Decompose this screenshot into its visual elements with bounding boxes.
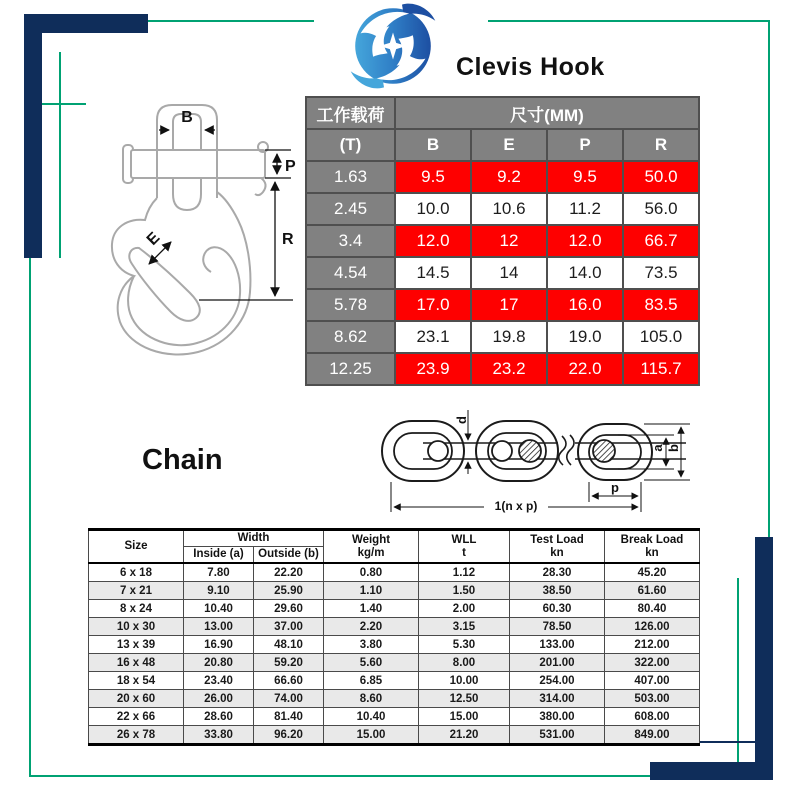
hook-dim-cell: 105.0	[623, 321, 699, 353]
chain-dim-label-total: 1(n x p)	[494, 499, 538, 513]
chain-size-cell: 6 x 18	[89, 563, 184, 582]
chain-value-cell: 12.50	[419, 690, 510, 708]
chain-value-cell: 608.00	[605, 708, 700, 726]
hook-table-row	[306, 193, 699, 225]
brand-swirl-logo	[348, 1, 438, 91]
chain-col-breakload-line2: kn	[645, 546, 659, 559]
chain-value-cell: 78.50	[510, 618, 605, 636]
chain-value-cell: 48.10	[254, 636, 324, 654]
chain-value-cell: 8.00	[419, 654, 510, 672]
chain-value-cell: 23.40	[184, 672, 254, 690]
clevis-hook-title: Clevis Hook	[456, 53, 605, 81]
hook-table-row	[306, 225, 699, 257]
hook-dim-cell: 16.0	[547, 289, 623, 321]
hook-col-r: R	[623, 129, 699, 161]
chain-value-cell: 37.00	[254, 618, 324, 636]
hook-dim-cell: 9.2	[471, 161, 547, 193]
chain-value-cell: 212.00	[605, 636, 700, 654]
hook-load-cell: 5.78	[306, 289, 395, 321]
chain-value-cell: 60.30	[510, 600, 605, 618]
chain-table-row	[89, 636, 700, 654]
chain-diagram-svg	[378, 402, 690, 516]
chain-table-row	[89, 563, 700, 582]
hook-col-p: P	[547, 129, 623, 161]
chain-value-cell: 1.40	[324, 600, 419, 618]
chain-size-cell: 13 x 39	[89, 636, 184, 654]
chain-size-cell: 7 x 21	[89, 582, 184, 600]
chain-spec-table-wrap	[88, 528, 700, 746]
hook-dim-cell: 11.2	[547, 193, 623, 225]
hook-dim-cell: 50.0	[623, 161, 699, 193]
chain-value-cell: 80.40	[605, 600, 700, 618]
chain-col-breakload	[605, 530, 700, 564]
chain-value-cell: 29.60	[254, 600, 324, 618]
chain-table-row	[89, 654, 700, 672]
chain-table-row	[89, 708, 700, 726]
chain-value-cell: 1.10	[324, 582, 419, 600]
chain-value-cell: 9.10	[184, 582, 254, 600]
hook-dim-cell: 14	[471, 257, 547, 289]
hook-dim-cell: 14.0	[547, 257, 623, 289]
chain-value-cell: 133.00	[510, 636, 605, 654]
chain-value-cell: 254.00	[510, 672, 605, 690]
chain-header-row-1	[89, 530, 700, 547]
chain-value-cell: 33.80	[184, 726, 254, 745]
chain-title: Chain	[142, 444, 223, 476]
chain-value-cell: 28.60	[184, 708, 254, 726]
frame-tick-topleft-vertical	[59, 52, 61, 258]
hook-diagram-svg	[103, 100, 303, 362]
chain-col-wll	[419, 530, 510, 564]
chain-value-cell: 10.40	[324, 708, 419, 726]
hook-table-row	[306, 161, 699, 193]
chain-value-cell: 16.90	[184, 636, 254, 654]
chain-diagram	[378, 402, 690, 521]
chain-size-cell: 20 x 60	[89, 690, 184, 708]
chain-table-row	[89, 672, 700, 690]
chain-col-weight-line1: Weight	[351, 533, 391, 546]
chain-value-cell: 503.00	[605, 690, 700, 708]
chain-table-row	[89, 582, 700, 600]
hook-dim-cell: 19.0	[547, 321, 623, 353]
hook-dim-cell: 12	[471, 225, 547, 257]
chain-value-cell: 21.20	[419, 726, 510, 745]
chain-value-cell: 3.80	[324, 636, 419, 654]
chain-size-cell: 26 x 78	[89, 726, 184, 745]
chain-value-cell: 3.15	[419, 618, 510, 636]
hook-load-cell: 12.25	[306, 353, 395, 385]
chain-value-cell: 61.60	[605, 582, 700, 600]
hook-table-row	[306, 257, 699, 289]
chain-size-cell: 18 x 54	[89, 672, 184, 690]
hook-table-row	[306, 353, 699, 385]
hook-dim-cell: 66.7	[623, 225, 699, 257]
hook-dim-cell: 9.5	[547, 161, 623, 193]
chain-col-inside: Inside (a)	[184, 547, 254, 564]
chain-table-body	[89, 563, 700, 745]
chain-value-cell: 38.50	[510, 582, 605, 600]
chain-value-cell: 849.00	[605, 726, 700, 745]
hook-load-cell: 3.4	[306, 225, 395, 257]
chain-value-cell: 1.50	[419, 582, 510, 600]
chain-value-cell: 22.20	[254, 563, 324, 582]
chain-dim-label-b: b	[666, 444, 681, 452]
hook-dim-cell: 22.0	[547, 353, 623, 385]
chain-value-cell: 81.40	[254, 708, 324, 726]
chain-value-cell: 6.85	[324, 672, 419, 690]
chain-value-cell: 13.00	[184, 618, 254, 636]
frame-corner-bottomright-vertical	[755, 537, 773, 780]
hook-table-row	[306, 321, 699, 353]
hook-spec-table-wrap	[305, 96, 700, 386]
frame-corner-topleft-horizontal	[24, 14, 148, 33]
chain-value-cell: 45.20	[605, 563, 700, 582]
chain-col-size: Size	[89, 530, 184, 564]
chain-col-testload-line2: kn	[550, 546, 564, 559]
hook-dim-cell: 56.0	[623, 193, 699, 225]
hook-dim-label-p: P	[285, 158, 296, 175]
frame-line-right	[768, 20, 770, 540]
chain-col-weight	[324, 530, 419, 564]
chain-value-cell: 7.80	[184, 563, 254, 582]
chain-size-cell: 22 x 66	[89, 708, 184, 726]
chain-size-cell: 8 x 24	[89, 600, 184, 618]
hook-dim-cell: 83.5	[623, 289, 699, 321]
chain-col-testload	[510, 530, 605, 564]
chain-col-weight-line2: kg/m	[357, 546, 385, 559]
hook-dim-label-b: B	[181, 109, 193, 126]
hook-col-load-title: 工作载荷	[306, 97, 395, 129]
chain-value-cell: 10.40	[184, 600, 254, 618]
hook-col-b: B	[395, 129, 471, 161]
chain-col-width: Width	[184, 530, 324, 547]
chain-value-cell: 201.00	[510, 654, 605, 672]
chain-value-cell: 0.80	[324, 563, 419, 582]
hook-dim-cell: 23.2	[471, 353, 547, 385]
hook-load-cell: 4.54	[306, 257, 395, 289]
chain-value-cell: 2.20	[324, 618, 419, 636]
chain-value-cell: 28.30	[510, 563, 605, 582]
hook-load-cell: 2.45	[306, 193, 395, 225]
hook-load-cell: 1.63	[306, 161, 395, 193]
chain-value-cell: 407.00	[605, 672, 700, 690]
hook-col-dims-title: 尺寸(MM)	[395, 97, 699, 129]
chain-value-cell: 26.00	[184, 690, 254, 708]
chain-dim-label-a: a	[650, 444, 665, 452]
frame-corner-topleft-vertical	[24, 14, 42, 258]
hook-dim-cell: 23.9	[395, 353, 471, 385]
hook-dim-cell: 73.5	[623, 257, 699, 289]
hook-dim-cell: 9.5	[395, 161, 471, 193]
chain-value-cell: 380.00	[510, 708, 605, 726]
chain-dim-label-p: p	[611, 480, 619, 495]
chain-table-row	[89, 726, 700, 745]
hook-diagram	[103, 100, 303, 367]
chain-dim-label-d: d	[454, 416, 469, 424]
chain-value-cell: 10.00	[419, 672, 510, 690]
frame-corner-bottomright-horizontal	[650, 762, 773, 780]
hook-dim-cell: 10.6	[471, 193, 547, 225]
hook-spec-table	[305, 96, 700, 386]
chain-table-row	[89, 600, 700, 618]
hook-dim-cell: 17.0	[395, 289, 471, 321]
hook-dim-label-r: R	[282, 231, 294, 248]
hook-table-row	[306, 289, 699, 321]
chain-value-cell: 314.00	[510, 690, 605, 708]
hook-header-row-1	[306, 97, 699, 129]
hook-dim-cell: 19.8	[471, 321, 547, 353]
hook-dim-cell: 23.1	[395, 321, 471, 353]
chain-size-cell: 10 x 30	[89, 618, 184, 636]
chain-value-cell: 15.00	[419, 708, 510, 726]
chain-value-cell: 126.00	[605, 618, 700, 636]
chain-size-cell: 16 x 48	[89, 654, 184, 672]
chain-table-row	[89, 690, 700, 708]
chain-col-wll-line2: t	[462, 546, 466, 559]
hook-header-row-2	[306, 129, 699, 161]
chain-value-cell: 96.20	[254, 726, 324, 745]
chain-value-cell: 8.60	[324, 690, 419, 708]
chain-value-cell: 5.60	[324, 654, 419, 672]
hook-dim-cell: 10.0	[395, 193, 471, 225]
hook-dim-cell: 115.7	[623, 353, 699, 385]
frame-tick-topleft-horizontal	[40, 103, 86, 105]
chain-value-cell: 322.00	[605, 654, 700, 672]
chain-value-cell: 2.00	[419, 600, 510, 618]
hook-col-e: E	[471, 129, 547, 161]
chain-col-wll-line1: WLL	[451, 533, 477, 546]
chain-value-cell: 74.00	[254, 690, 324, 708]
chain-spec-table	[88, 528, 700, 746]
hook-col-load-unit: (T)	[306, 129, 395, 161]
hook-load-cell: 8.62	[306, 321, 395, 353]
chain-table-row	[89, 618, 700, 636]
hook-dim-cell: 12.0	[395, 225, 471, 257]
chain-col-outside: Outside (b)	[254, 547, 324, 564]
frame-line-left	[29, 252, 31, 777]
chain-value-cell: 531.00	[510, 726, 605, 745]
hook-dim-cell: 17	[471, 289, 547, 321]
chain-col-testload-line1: Test Load	[530, 533, 584, 546]
hook-dim-cell: 12.0	[547, 225, 623, 257]
hook-table-body	[306, 161, 699, 385]
chain-value-cell: 20.80	[184, 654, 254, 672]
hook-dim-cell: 14.5	[395, 257, 471, 289]
chain-value-cell: 25.90	[254, 582, 324, 600]
chain-value-cell: 1.12	[419, 563, 510, 582]
chain-col-breakload-line1: Break Load	[620, 533, 684, 546]
hook-dim-label-e: E	[143, 229, 164, 249]
chain-value-cell: 15.00	[324, 726, 419, 745]
swirl-logo-icon	[348, 1, 438, 91]
frame-tick-bottomright-vertical	[737, 578, 739, 768]
chain-value-cell: 5.30	[419, 636, 510, 654]
chain-value-cell: 66.60	[254, 672, 324, 690]
chain-value-cell: 59.20	[254, 654, 324, 672]
